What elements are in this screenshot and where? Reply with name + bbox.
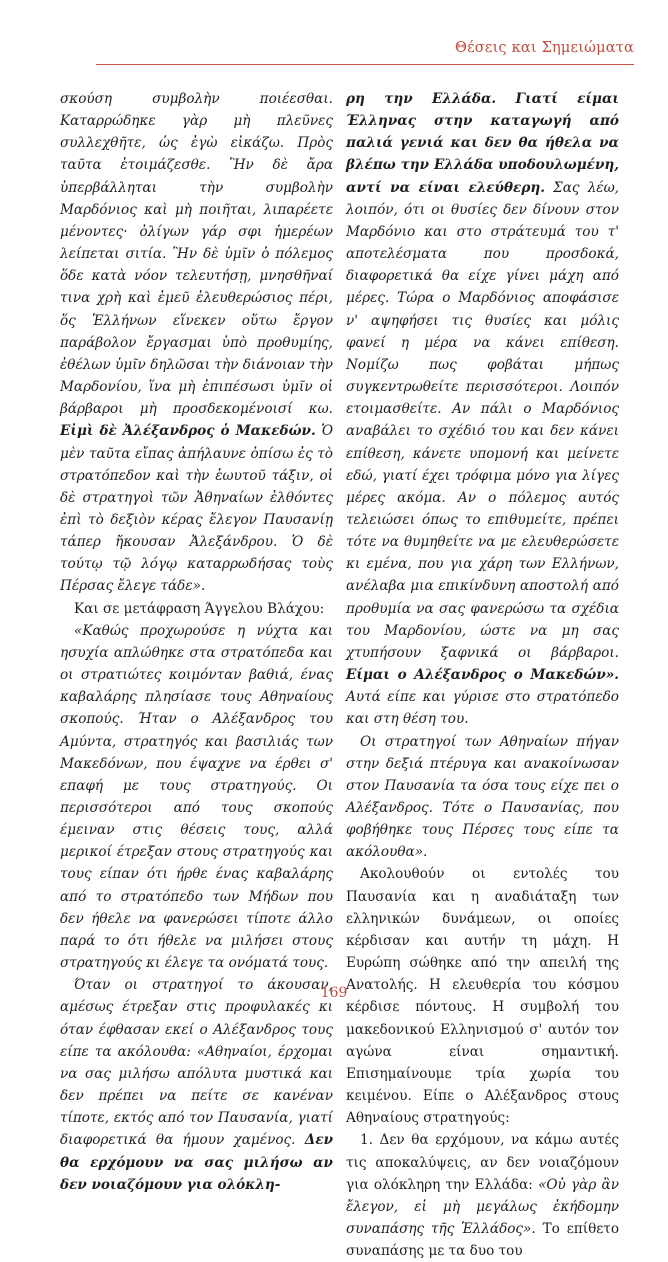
point-one-text-continued: Το επίθετο συναπάσης με τα δυο του	[346, 1220, 620, 1260]
translation-paragraph-1: «Καθώς προχωρούσε η νύχτα και ησυχία απλώθηκε στα στρατόπεδα και οι στρατιώτες κοιμόνταν βαθιά, ένας καβαλάρης πλησίασε τους Αθηναίους σκοπούς. Ήταν ο Αλέξανδρος του Αμύντα, στρατηγός και βασιλιάς των Μακεδόνων, που έψαχνε να έρθει σ' επαφή με τους στρατηγούς. Οι περισσότεροι από τους σκοπούς έμειναν στις θέσεις τους, αλλά μερικοί έτρεξαν στους στρατηγούς και τους είπαν ότι ήρθε ένας καβαλάρης από το στρατόπεδο των Μήδων που δεν ήθελε να φανερώσει τίποτε άλλο παρά το ότι ήθελε να μιλήσει στους στρατηγούς κι έλεγε τα ονόματά τους.	[60, 622, 333, 972]
translation-text: Όταν οι στρατηγοί το άκουσαν, αμέσως έτρεξαν στις προφυλακές κι όταν έφθασαν εκεί ο Αλέξανδρος τους είπε τα ακόλουθα: «Αθηναίοι, έρχομαι να σας μιλήσω απόλυτα μυστικά και δεν πρέπει να πείτε σε κανέναν τίποτε, εκτός από τον Παυσανία, γιατί διαφορετικά θα ήμουν χαμένος.	[60, 977, 333, 1149]
point-one-greek-quote: «Οὐ γὰρ ἂν ἔλεγον, εἰ μὴ μεγάλως ἐκήδομην συναπάσης τῆς Ἑλλάδος».	[346, 1176, 619, 1237]
translation-paragraph-2	[60, 974, 333, 1196]
greek-text: σκούση συμβολὴν ποιέεσθαι. Καταρρώδηκε γὰρ μὴ πλεῦνες συλλεχθῆτε, ὡς ἐγὼ εἰκάζω. Πρὸς ταῦτα ἑτοιμάζεσθε. Ἢν δὲ ἄρα ὑπερβάλληται τὴν συμβολὴν Μαρδόνιος καὶ μὴ ποιῆται, λιπαρέετε μένοντες· ὀλίγων γάρ σφι ἡμερέων λείπεται σιτία. Ἢν δὲ ὑμῖν ὁ πόλεμος ὅδε κατὰ νόον τελευτήσῃ, μνησθῆναί τινα χρὴ καὶ ἐμεῦ ἐλευθερώσιος πέρι, ὅς Ἑλλήνων εἵνεκεν οὕτω ἔργον παράβολον ἔργασμαι ὑπὸ προθυμίης, ἐθέλων ὑμῖν δηλῶσαι τὴν διάνοιαν τὴν Μαρδονίου, ἵνα μὴ ἐπιπέσωσι ὑμῖν οἱ βάρβαροι μὴ προσδεκομένοισί κω.	[60, 91, 333, 418]
translation-bold-text-continued: ρη την Ελλάδα. Γιατί είμαι Έλληνας στην καταγωγή από παλιά γενιά και δεν θα ήθελα να βλέπω την Ελλάδα υποδουλωμένη, αντί να είναι ελεύθερη.	[346, 91, 619, 196]
page-number: 169	[320, 985, 348, 1001]
greek-text-continued: Ὁ μὲν ταῦτα εἴπας ἀπήλαυνε ὀπίσω ἐς τὸ στρατόπεδον καὶ τὴν ἑωυτοῦ τάξιν, οἱ δὲ στρατηγοὶ τῶν Ἀθηναίων ἐλθόντες ἐπὶ τὸ δεξιὸν κέρας ἔλεγον Παυσανίῃ τάπερ ἤκουσαν Ἀλεξάνδρου. Ὁ δὲ τούτῳ τῷ λόγῳ καταρρωδήσας τοὺς Πέρσας ἔλεγε τάδε».	[60, 423, 333, 595]
translation-paragraph-3: Οι στρατηγοί των Αθηναίων πήγαν στην δεξιά πτέρυγα και ανακοίνωσαν στον Παυσανία τα όσα τους είχε πει ο Αλέξανδρος. Τότε ο Παυσανίας, που φοβήθηκε τους Πέρσες τους είπε τα ακόλουθα».	[346, 733, 619, 861]
right-column	[346, 88, 619, 1262]
translation-text-end: Αυτά είπε και γύρισε στο στρατόπεδο και στη θέση του.	[346, 689, 619, 728]
running-header: Θέσεις και Σημειώματα	[455, 40, 634, 56]
commentary-paragraph: Ακολουθούν οι εντολές του Παυσανία και η αναδιάταξη των ελληνικών δυνάμεων, οι οποίες κέρδισαν και αυτήν τη μάχη. Η Ευρώπη σώθηκε από την απειλή της Ανατολής. Η ελευθερία του κόσμου κέρδισε πόντους. Η συμβολή του μακεδονικού Ελληνισμού σ' αυτόν τον αγώνα είναι σημαντική. Επισημαίνουμε τρία χωρία του κειμένου. Είπε ο Αλέξανδρος στους Αθηναίους στρατηγούς:	[346, 866, 619, 1127]
point-one-text: 1. Δεν θα ερχόμουν, να κάμω αυτές τις αποκαλύψεις, αν δεν νοιαζόμουν για ολόκληρη την Ελλάδα:	[346, 1132, 619, 1193]
translation-bold-signature: Είμαι ο Αλέξανδρος ο Μακεδών».	[346, 667, 619, 684]
translation-text-continued: Σας λέω, λοιπόν, ότι οι θυσίες δεν δίνουν στον Μαρδόνιο και στο στράτευμά του τ' αποτελέσματα που προσδοκά, διαφορετικά θα είχε γίνει μάχη από μέρες. Τώρα ο Μαρδόνιος αποφάσισε ν' αψηφήσει τις θυσίες και μόλις φανεί η μέρα να κάνει επίθεση. Νομίζω πως φοβάται μήπως συγκεντρωθείτε περισσότεροι. Λοιπόν ετοιμασθείτε. Αν πάλι ο Μαρδόνιος αναβάλει το σχέδιό του και δεν κάνει επίθεση, κάνετε υπομονή και μείνετε εδώ, γιατί έχει τρόφιμα μόνο για λίγες μέρες ακόμα. Αν ο πόλεμος αυτός τελειώσει όπως το επιθυμείτε, πρέπει τότε να θυμηθείτε να με ελευθερώσετε κι εμένα, που για χάρη των Ελλήνων, ανέλαβα μια επικίνδυνη αποστολή από προθυμία να σας φανερώσω τα σχέδια του Μαρδονίου, ώστε να μη σας χτυπήσουν ξαφνικά οι βάρβαροι.	[346, 179, 620, 661]
translation-bold-text: Δεν θα ερχόμουν να σας μιλήσω αν δεν νοιαζόμουν για ολόκλη-	[60, 1132, 334, 1193]
header-rule	[96, 64, 634, 65]
left-column	[60, 88, 333, 1196]
translation-paragraph-2-continued	[346, 88, 619, 731]
greek-bold-text: Εἰμὶ δὲ Ἀλέξανδρος ὁ Μακεδών.	[60, 423, 316, 440]
greek-quote-paragraph	[60, 88, 333, 598]
translation-intro: Και σε μετάφραση Άγγελου Βλάχου:	[74, 600, 325, 617]
point-one-paragraph	[346, 1129, 619, 1262]
